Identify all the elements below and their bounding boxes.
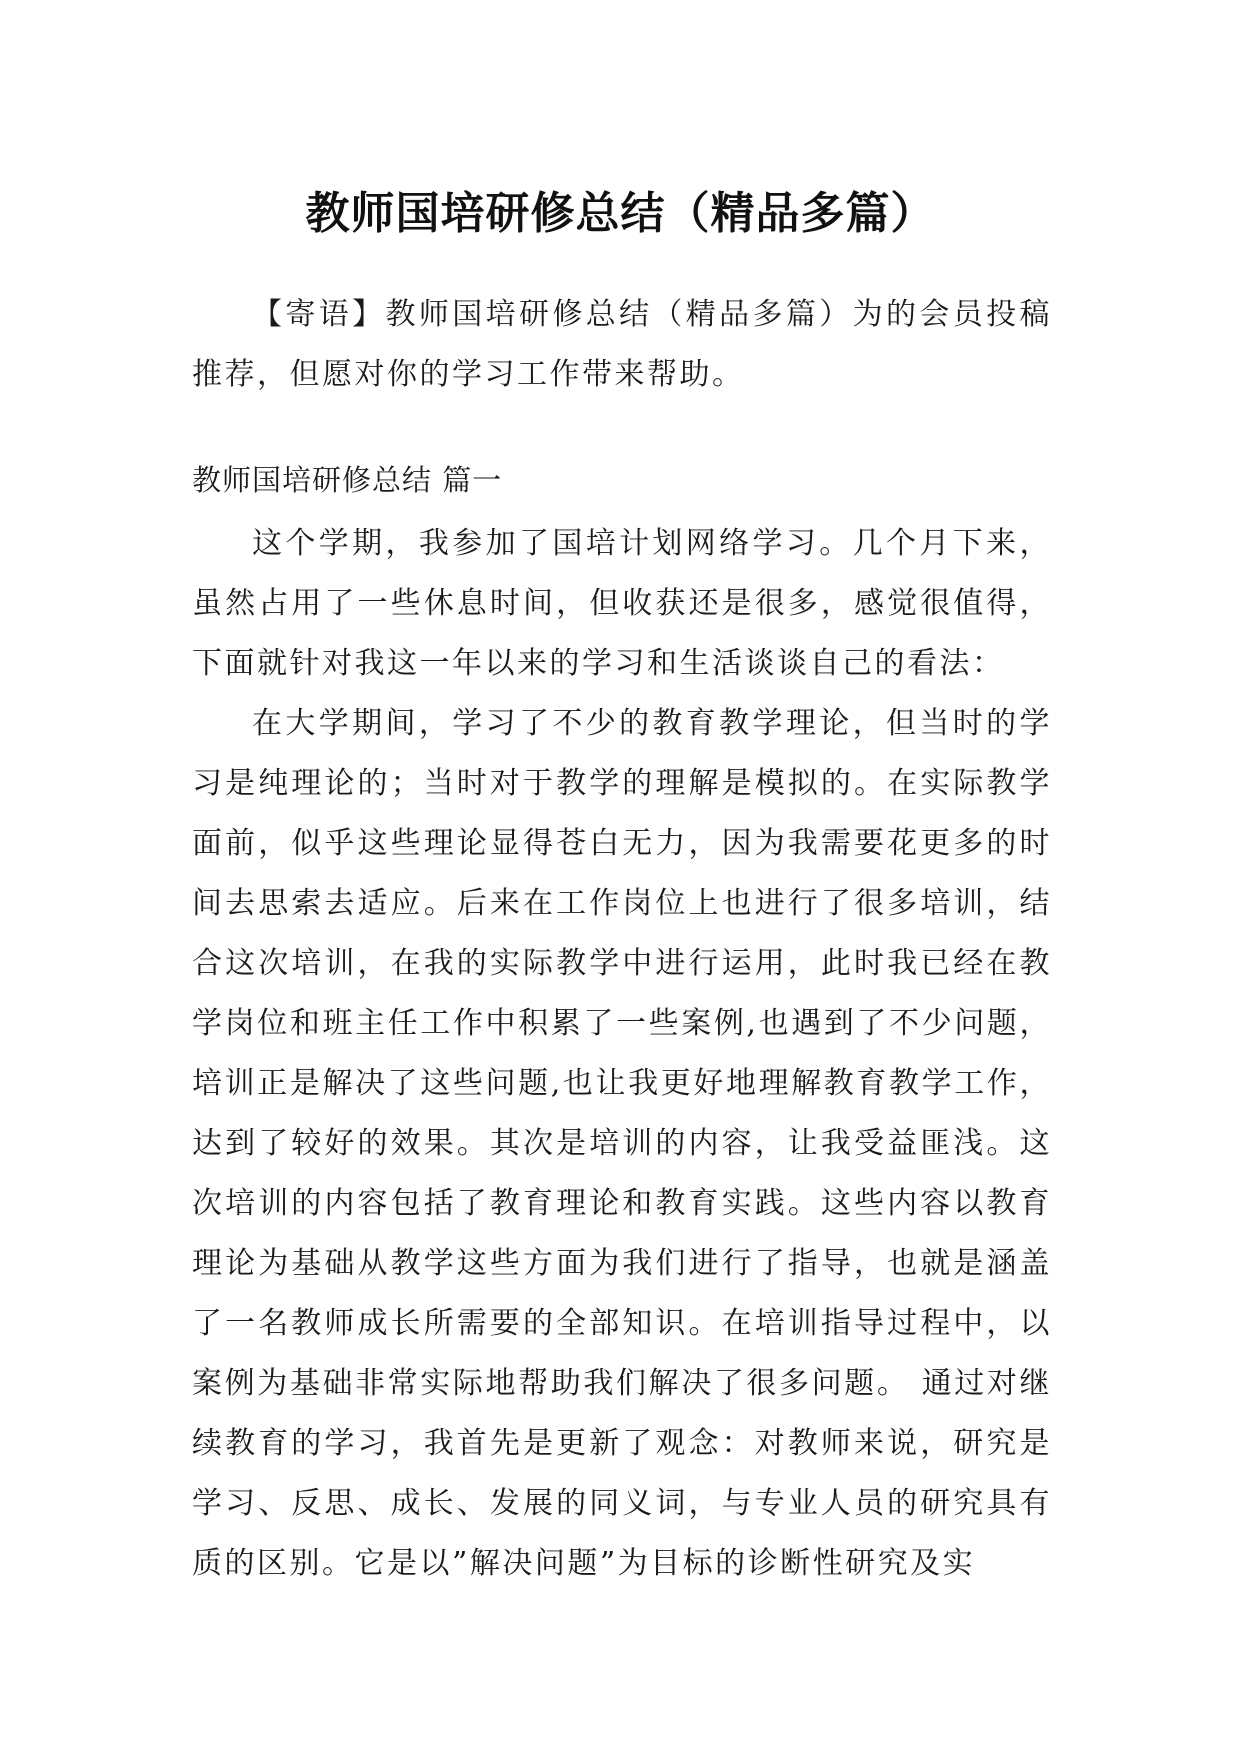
document-body [192, 285, 1052, 1594]
body-paragraph-2: 在大学期间，学习了不少的教育教学理论，但当时的学习是纯理论的；当时对于教学的理解是模拟的。在实际教学面前，似乎这些理论显得苍白无力，因为我需要花更多的时间去思索去适应。后来在工作岗位上也进行了很多培训，结合这次培训，在我的实际教学中进行运用，此时我已经在教学岗位和班主任工作中积累了一些案例,也遇到了不少问题，培训正是解决了这些问题,也让我更好地理解教育教学工作，达到了较好的效果。其次是培训的内容，让我受益匪浅。这次培训的内容包括了教育理论和教育实践。这些内容以教育理论为基础从教学这些方面为我们进行了指导，也就是涵盖了一名教师成长所需要的全部知识。在培训指导过程中，以案例为基础非常实际地帮助我们解决了很多问题。 通过对继续教育的学习，我首先是更新了观念：对教师来说，研究是学习、反思、成长、发展的同义词，与专业人员的研究具有质的区别。它是以”解决问题”为目标的诊断性研究及实 [192, 706, 1052, 1581]
intro-paragraph: 【寄语】教师国培研修总结（精品多篇）为的会员投稿推荐，但愿对你的学习工作带来帮助。 [192, 297, 1052, 392]
document-title: 教师国培研修总结（精品多篇） [305, 188, 936, 240]
section-heading: 教师国培研修总结 篇一 [192, 463, 503, 497]
body-paragraph-1: 这个学期，我参加了国培计划网络学习。几个月下来，虽然占用了一些休息时间，但收获还是很多，感觉很值得，下面就针对我这一年以来的学习和生活谈谈自己的看法： [192, 526, 1052, 681]
